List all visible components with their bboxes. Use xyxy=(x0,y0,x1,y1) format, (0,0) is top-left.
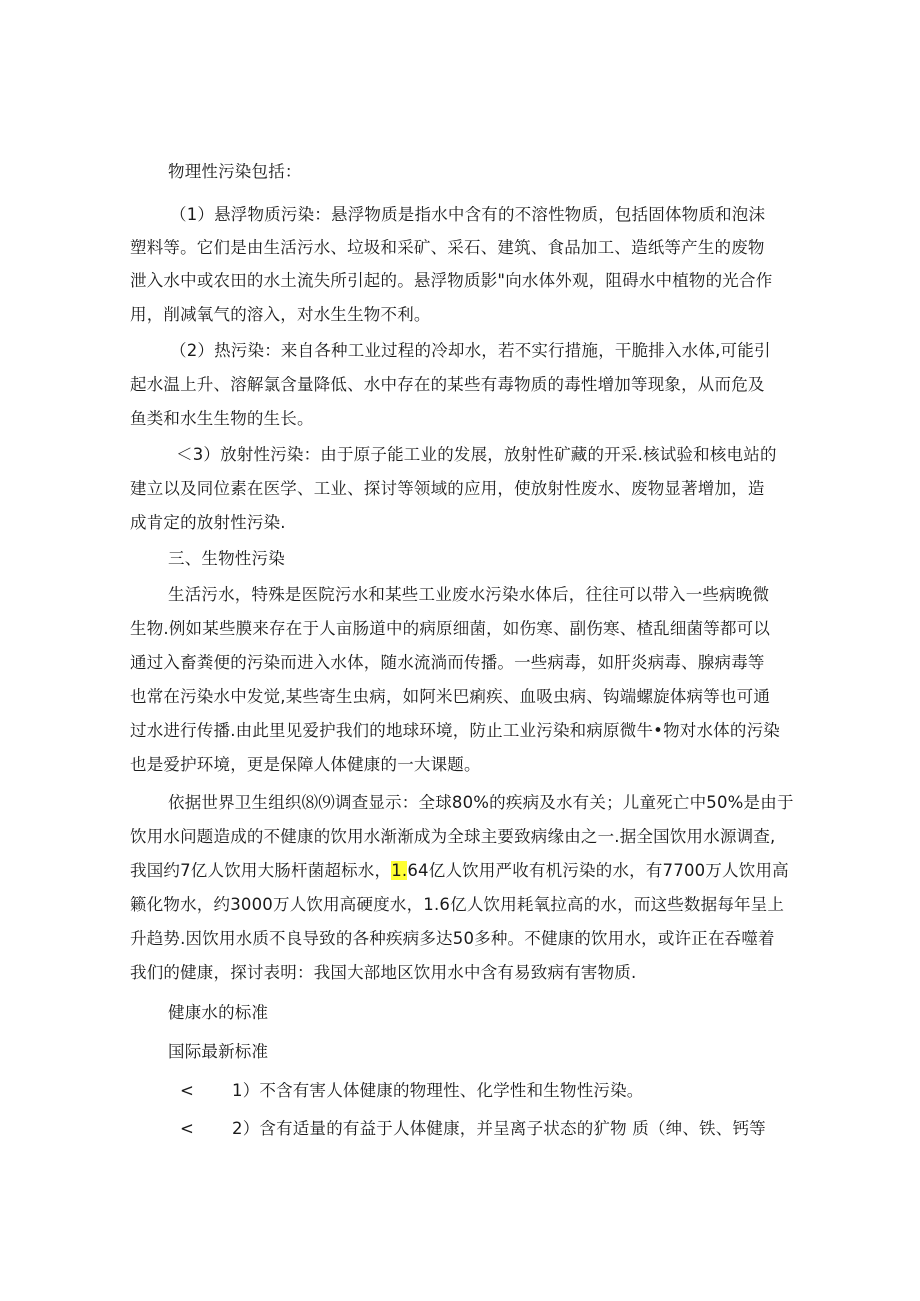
standard-item-2: 2）含有适量的有益于人体健康，并呈离子状态的犷物 质（绅、铁、钙等 xyxy=(232,1119,766,1138)
standard-item-1: 1）不含有害人体健康的物理性、化学性和生物性污染。 xyxy=(232,1081,644,1100)
radioactive-line-2: 建立以及同位素在医学、工业、探讨等领域的应用，使放射性废水、废物显著增加，造 xyxy=(130,479,765,498)
bio-line-3: 通过入畜粪便的污染而进入水体，随水流淌而传播。一些病毒，如肝炎病毒、腺病毒等 xyxy=(130,653,765,672)
suspended-line-1: （1）悬浮物质污染：悬浮物质是指水中含有的不溶性物质，包括固体物质和泡沫 xyxy=(170,205,766,224)
radioactive-line-3: 成肯定的放射性污染. xyxy=(130,513,286,532)
suspended-line-2: 塑料等。它们是由生活污水、垃圾和采矿、采石、建筑、食品加工、造纸等产生的废物 xyxy=(130,238,765,257)
highlighted-text: 1. xyxy=(391,861,408,880)
suspended-line-4: 用，削减氧气的溶入，对水生生物不利。 xyxy=(130,305,431,324)
radioactive-line-1: ＜3）放射性污染：由于原子能工业的发展，放射性矿藏的开采.核试验和核电站的 xyxy=(176,445,777,464)
bio-line-4: 也常在污染水中发觉,某些寄生虫病，如阿米巴痢疾、血吸虫病、钩端螺旋体病等也可通 xyxy=(130,687,771,706)
intl-heading: 国际最新标准 xyxy=(168,1042,269,1061)
who-line-4: 籁化物水，约3000万人饮用高硬度水，1.6亿人饮用耗氧拉高的水，而这些数据每年呈上 xyxy=(130,895,785,914)
thermal-line-2: 起水温上升、溶解氯含量降低、水中存在的某些有毒物质的毒性增加等现象，从而危及 xyxy=(130,375,765,394)
bio-line-5: 过水进行传播.由此里见爱护我们的地球环境，防止工业污染和病原微牛•物对水体的污染 xyxy=(130,721,780,740)
bio-line-2: 生物.例如某些膜来存在于人亩肠道中的病原细菌，如伤寒、副伤寒、楂乱细菌等都可以 xyxy=(130,619,771,638)
thermal-line-3: 鱼类和水生生物的生长。 xyxy=(130,409,314,428)
who-line-3-post: 64亿人饮用严收有机污染的水，有7700万人饮用高 xyxy=(407,861,789,880)
who-line-3 xyxy=(130,858,789,884)
who-line-2: 饮用水问题造成的不健康的饮用水渐渐成为全球主要致病缘由之一.据全国饮用水源调查, xyxy=(130,827,776,846)
bio-heading: 三、生物性污染 xyxy=(168,549,285,568)
physical-heading: 物理性污染包括： xyxy=(168,162,302,181)
bio-line-1: 生活污水，特殊是医院污水和某些工业废水污染水体后，往往可以带入一些病晚微 xyxy=(168,585,770,604)
bullet-marker-2: < xyxy=(180,1119,194,1138)
suspended-line-3: 泄入水中或农田的水土流失所引起的。悬浮物质影"向水体外观，阻碍水中植物的光合作 xyxy=(130,271,773,290)
standard-heading: 健康水的标准 xyxy=(168,1003,269,1022)
thermal-line-1: （2）热污染：来自各种工业过程的冷却水，若不实行措施，干脆排入水体,可能引 xyxy=(170,341,771,360)
who-line-6: 我们的健康，探讨表明：我国大部地区饮用水中含有易致病有害物质. xyxy=(130,963,637,982)
who-line-1: 依据世界卫生组织⑻⑼调查显示：全球80%的疾病及水有关；儿童死亡中50%是由于 xyxy=(168,793,794,812)
who-line-5: 升趋势.因饮用水质不良导致的各种疾病多达50多种。不健康的饮用水，或许正在吞噬着 xyxy=(130,929,775,948)
bio-line-6: 也是爱护环境，更是保障人体健康的一大课题。 xyxy=(130,755,481,774)
bullet-marker-1: < xyxy=(180,1081,194,1100)
who-line-3-pre: 我国约7亿人饮用大肠杆菌超标水， xyxy=(130,861,392,880)
